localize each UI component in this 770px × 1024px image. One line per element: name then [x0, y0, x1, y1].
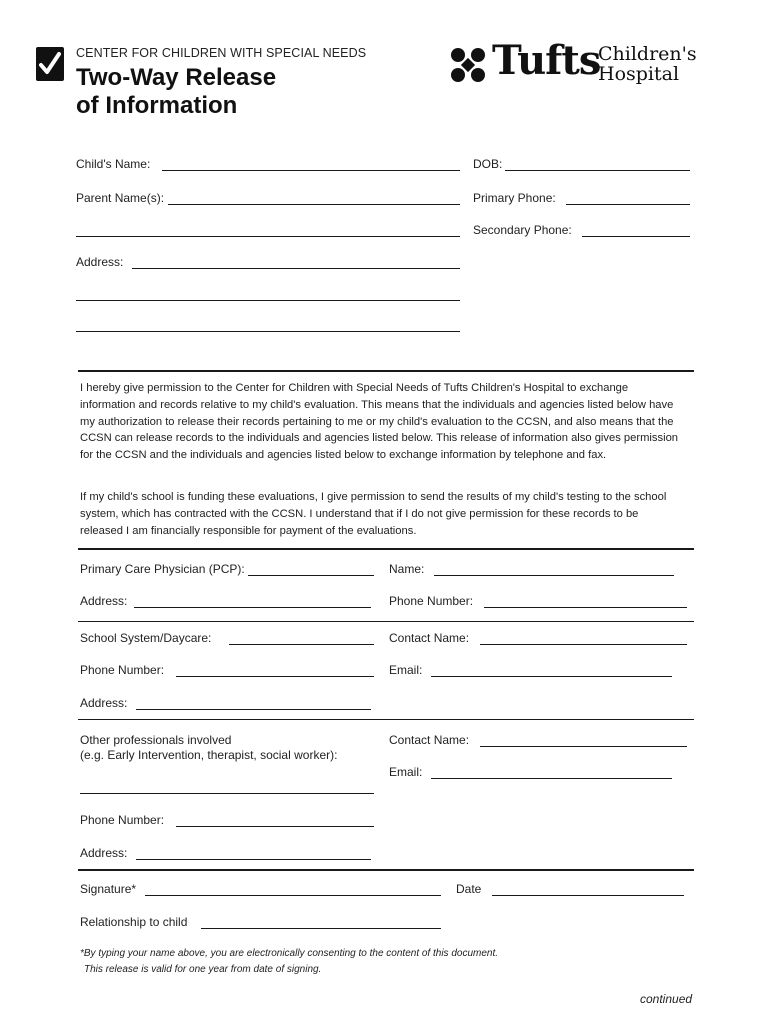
school-email-field[interactable]: [431, 676, 672, 677]
title-line-1: Two-Way Release: [76, 64, 277, 91]
school-field[interactable]: [229, 644, 374, 645]
consent-note: *By typing your name above, you are electronically consenting to the content of this document.: [80, 948, 499, 959]
section-divider: [78, 621, 694, 622]
pcp-address-field[interactable]: [134, 607, 371, 608]
organization-name: CENTER FOR CHILDREN WITH SPECIAL NEEDS: [76, 46, 367, 60]
other-address-field[interactable]: [136, 859, 371, 860]
pcp-name-field[interactable]: [434, 575, 674, 576]
school-contact-label: Contact Name:: [389, 631, 470, 645]
logo-hospital: Hospital: [598, 63, 680, 85]
other-email-label: Email:: [389, 765, 423, 779]
school-contact-field[interactable]: [480, 644, 687, 645]
child-name-label: Child's Name:: [76, 157, 151, 171]
address-field-2[interactable]: [76, 300, 460, 301]
school-phone-label: Phone Number:: [80, 663, 165, 677]
other-professionals-field[interactable]: [80, 793, 374, 794]
consent-paragraph-2: If my child's school is funding these evaluations, I give permission to send the results of my child's testing to the school system, which has contracted with the CCSN. I understand that if I do not give permission for these records to be released I am financially responsible for payment of the evaluations.: [80, 491, 667, 537]
continued-label: continued: [640, 992, 693, 1006]
other-phone-field[interactable]: [176, 826, 374, 827]
school-address-field[interactable]: [136, 709, 371, 710]
other-email-field[interactable]: [431, 778, 672, 779]
relationship-label: Relationship to child: [80, 915, 188, 929]
logo-childrens: Children's: [598, 43, 697, 65]
tufts-logo-word: Tufts: [492, 37, 601, 84]
school-address-label: Address:: [80, 696, 128, 710]
form-title: [76, 64, 276, 120]
date-field[interactable]: [492, 895, 684, 896]
pcp-phone-field[interactable]: [484, 607, 687, 608]
section-divider: [78, 719, 694, 720]
other-contact-field[interactable]: [480, 746, 687, 747]
relationship-field[interactable]: [201, 928, 441, 929]
primary-phone-field[interactable]: [566, 204, 690, 205]
other-contact-label: Contact Name:: [389, 733, 470, 747]
school-phone-field[interactable]: [176, 676, 374, 677]
pcp-address-label: Address:: [80, 594, 128, 608]
other-professionals-label: Other professionals involved: [80, 733, 232, 747]
signature-label: Signature*: [80, 882, 137, 896]
date-label: Date: [456, 882, 482, 896]
title-line-2: of Information: [76, 92, 238, 119]
pcp-label: Primary Care Physician (PCP):: [80, 562, 245, 576]
section-divider: [78, 370, 694, 372]
signature-field[interactable]: [145, 895, 441, 896]
tufts-logo-mark-icon: [448, 45, 488, 85]
child-name-field[interactable]: [162, 170, 460, 171]
parent-names-field[interactable]: [168, 204, 460, 205]
pcp-phone-label: Phone Number:: [389, 594, 474, 608]
other-professionals-hint: (e.g. Early Intervention, therapist, social worker):: [80, 748, 338, 762]
other-phone-label: Phone Number:: [80, 813, 165, 827]
primary-phone-label: Primary Phone:: [473, 191, 556, 205]
address-field[interactable]: [132, 268, 460, 269]
dob-field[interactable]: [505, 170, 690, 171]
dob-label: DOB:: [473, 157, 503, 171]
consent-paragraph-1: I hereby give permission to the Center for Children with Special Needs of Tufts Children's Hospital to exchange information and records relative to my child's evaluation. This means that the individuals and agencies listed below have my authorization to release their records pertaining to me or my child's evaluation to the CCSN, and also means that the CCSN can release records to the individuals and agencies listed below. This release of information also gives permission for the CCSN and the individuals and agencies listed below to exchange information by telephone and fax.: [80, 382, 679, 462]
pcp-name-label: Name:: [389, 562, 425, 576]
validity-note: This release is valid for one year from date of signing.: [84, 964, 322, 975]
pcp-field[interactable]: [248, 575, 374, 576]
parent-names-label: Parent Name(s):: [76, 191, 165, 205]
school-email-label: Email:: [389, 663, 423, 677]
section-divider: [78, 869, 694, 871]
secondary-phone-field[interactable]: [582, 236, 690, 237]
secondary-phone-label: Secondary Phone:: [473, 223, 572, 237]
parent-names-field-2[interactable]: [76, 236, 460, 237]
address-field-3[interactable]: [76, 331, 460, 332]
section-divider: [78, 548, 694, 550]
checkmark-icon: [36, 47, 64, 81]
other-address-label: Address:: [80, 846, 128, 860]
address-label: Address:: [76, 255, 124, 269]
school-label: School System/Daycare:: [80, 631, 212, 645]
